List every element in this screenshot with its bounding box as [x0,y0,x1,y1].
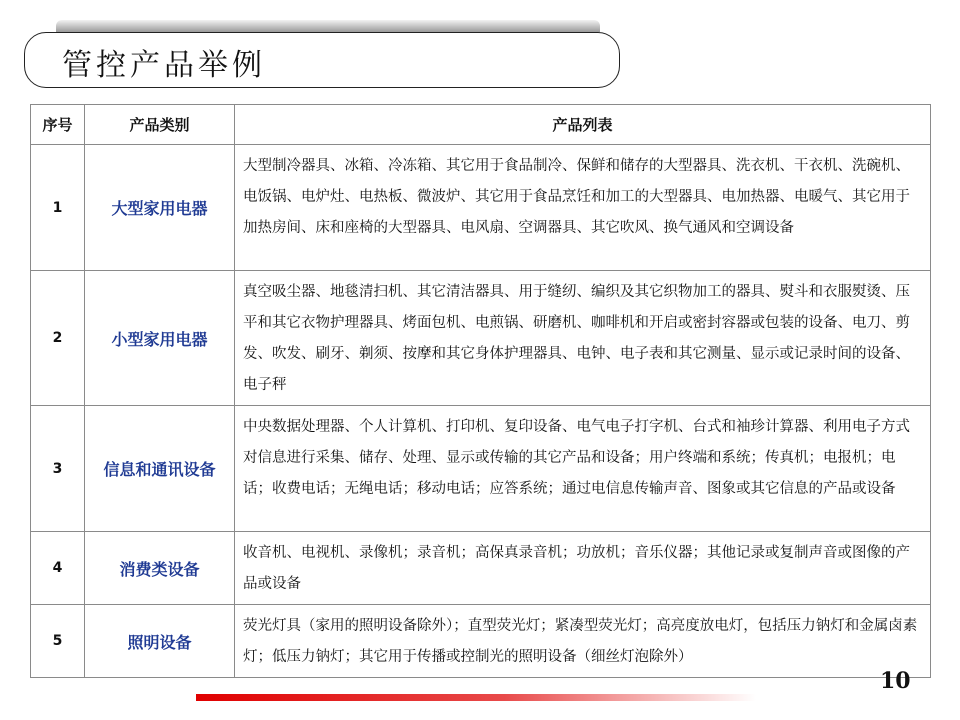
header-list: 产品列表 [235,105,931,145]
page-number: 10 [880,668,911,694]
row-index: 2 [31,271,85,406]
row-index: 1 [31,145,85,271]
header-index: 序号 [31,105,85,145]
header-category: 产品类别 [85,105,235,145]
row-index: 3 [31,406,85,532]
row-product-list: 荧光灯具（家用的照明设备除外）；直型荧光灯；紧凑型荧光灯；高亮度放电灯，包括压力钠灯和金属卤素灯；低压力钠灯；其它用于传播或控制光的照明设备（细丝灯泡除外） [235,605,931,678]
table-row [31,406,931,532]
footer-accent-bar [196,694,756,701]
row-product-list: 大型制冷器具、冰箱、冷冻箱、其它用于食品制冷、保鲜和储存的大型器具、洗衣机、干衣机、洗碗机、电饭锅、电炉灶、电热板、微波炉、其它用于食品烹饪和加工的大型器具、电加热器、电暖气、其它用于加热房间、床和座椅的大型器具、电风扇、空调器具、其它吹风、换气通风和空调设备 [235,145,931,271]
table-header-row [31,105,931,145]
table-row [31,532,931,605]
table-row [31,145,931,271]
row-index: 4 [31,532,85,605]
row-index: 5 [31,605,85,678]
table-row [31,271,931,406]
row-product-list: 收音机、电视机、录像机；录音机；高保真录音机；功放机；音乐仪器；其他记录或复制声音或图像的产品或设备 [235,532,931,605]
row-product-list: 真空吸尘器、地毯清扫机、其它清洁器具、用于缝纫、编织及其它织物加工的器具、熨斗和衣服熨烫、压平和其它衣物护理器具、烤面包机、电煎锅、研磨机、咖啡机和开启或密封容器或包装的设备、电刀、剪发、吹发、刷牙、剃须、按摩和其它身体护理器具、电钟、电子表和其它测量、显示或记录时间的设备、电子秤 [235,271,931,406]
row-category: 照明设备 [85,605,235,678]
row-category: 消费类设备 [85,532,235,605]
table-row [31,605,931,678]
title-decoration-bar [56,20,600,32]
slide-title: 管控产品举例 [62,48,266,83]
row-category: 小型家用电器 [85,271,235,406]
row-category: 大型家用电器 [85,145,235,271]
row-category: 信息和通讯设备 [85,406,235,532]
product-table [30,104,931,678]
row-product-list: 中央数据处理器、个人计算机、打印机、复印设备、电气电子打字机、台式和袖珍计算器、利用电子方式对信息进行采集、储存、处理、显示或传输的其它产品和设备；用户终端和系统；传真机；电报机；电话；收费电话；无绳电话；移动电话；应答系统；通过电信息传输声音、图象或其它信息的产品或设备 [235,406,931,532]
